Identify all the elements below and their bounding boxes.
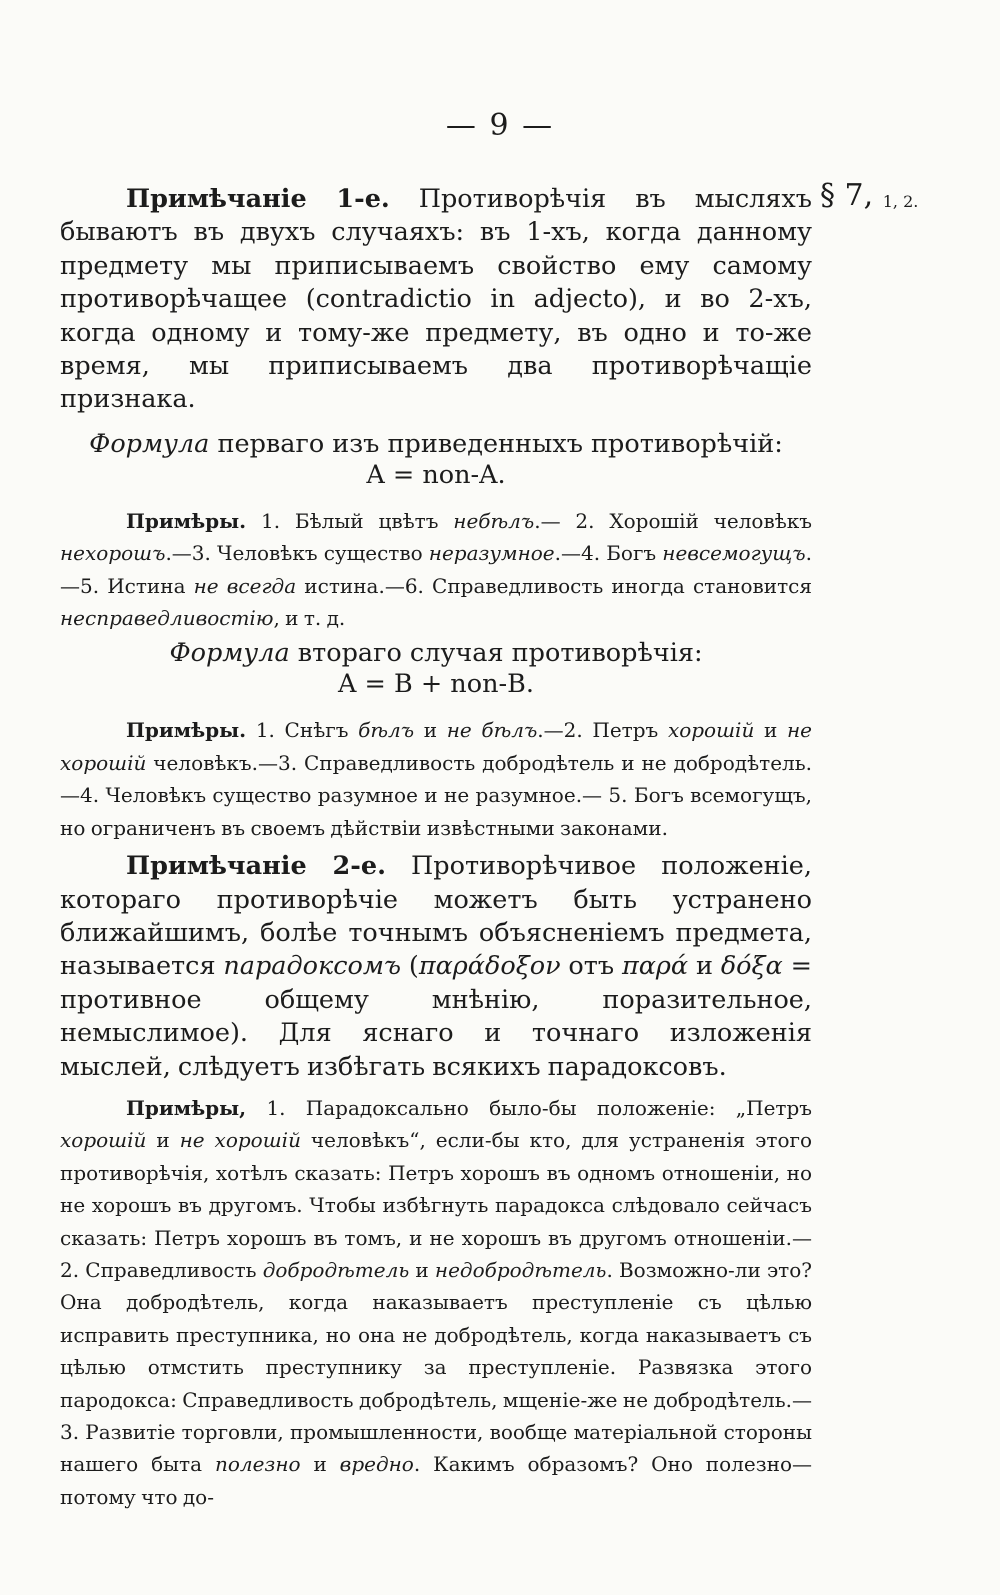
formula-1-title: [60, 429, 812, 460]
examples-2-part: .—2. Петръ: [537, 718, 668, 743]
section-reference-sub: 1, 2.: [882, 192, 919, 211]
main-text-column: [60, 183, 812, 1513]
note-2-part: = противное общему мнѣнію, поразительное, немыслимое). Для яснаго и точнаго изложенія мыслей, слѣдуетъ избѣгать всякихъ парадоксовъ.: [60, 951, 812, 1082]
examples-1-part: 1. Бѣлый цвѣтъ: [261, 508, 454, 533]
examples-3-part: и: [409, 1257, 435, 1282]
examples-3-part: и: [146, 1128, 180, 1153]
note-2-part: и: [688, 951, 721, 982]
examples-1-part: истина.—6. Справедливость иногда становится: [296, 573, 812, 598]
note-1-label: Примѣчаніе 1-е.: [126, 184, 390, 214]
examples-1-italic: нехорошъ: [60, 541, 166, 566]
examples-1-part: .—5. Истина: [60, 541, 812, 598]
note-1: [60, 183, 812, 417]
examples-1-italic: небѣлъ: [453, 508, 535, 533]
examples-3-part: . Возможно-ли это? Она добродѣтель, когда наказываетъ преступленіе съ цѣлью исправить преступника, но она не добродѣтель, когда наказываетъ съ цѣлью отмстить преступнику за преступленіе. Развязка этого пародокса: Справедливость добродѣтель, мщеніе-же не добродѣтель.—3. Развитіе торговли, промышленности, вообще матеріальной стороны нашего быта: [60, 1257, 812, 1477]
examples-1-italic: неразумное: [428, 541, 555, 566]
examples-1: [60, 505, 812, 635]
section-reference: [820, 178, 918, 213]
examples-1-italic: не всегда: [193, 573, 297, 598]
examples-2-label: Примѣры.: [126, 718, 247, 743]
examples-3-part: . Какимъ образомъ? Оно полезно—потому что до-: [60, 1452, 812, 1509]
examples-2-italic: хорошій: [667, 718, 755, 743]
examples-3-italic: не хорошій: [179, 1128, 301, 1153]
examples-2-part: и: [754, 718, 787, 743]
examples-1-italic: несправедливостію: [60, 606, 274, 631]
examples-1-part: , и т. д.: [273, 606, 346, 631]
examples-3-italic: добродѣтель: [262, 1257, 410, 1282]
examples-1-part: .— 2. Хорошій человѣкъ: [534, 508, 812, 533]
note-2-italic: παράδοξον: [418, 951, 561, 982]
page-number: — 9 —: [445, 108, 555, 143]
note-2-part: Противорѣчивое положеніе, котораго противорѣчіе можетъ быть устранено ближайшимъ, болѣе точнымъ объясненіемъ предмета, называется: [60, 851, 813, 982]
note-1-text: Противорѣчія въ мысляхъ бываютъ въ двухъ случаяхъ: въ 1-хъ, когда данному предмету мы приписываемъ свойство ему самому противорѣчащее (contradictio in adjecto), и во 2-хъ, когда одному и тому-же предмету, въ одно и то-же время, мы приписываемъ два противорѣчащіе признака.: [60, 184, 812, 415]
note-2-italic: парадоксомъ: [223, 951, 402, 982]
note-2-label: Примѣчаніе 2-е.: [126, 851, 386, 882]
note-2-italic: δόξα: [720, 951, 783, 982]
formula-1-text: перваго изъ приведенныхъ противорѣчій:: [217, 428, 783, 459]
examples-2-italic: бѣлъ: [358, 718, 415, 743]
formula-2-word: Формула: [169, 638, 290, 669]
examples-3-part: человѣкъ“, если-бы кто, для устраненія этого противорѣчія, хотѣлъ сказать: Петръ хорошъ въ одномъ отношеніи, но не хорошъ въ другомъ. Чтобы избѣгнуть парадокса слѣдовало сейчасъ сказать: Петръ хорошъ въ томъ, и не хорошъ въ другомъ отношеніи.—2. Справедливость: [60, 1128, 813, 1282]
examples-2-part: и: [414, 718, 447, 743]
examples-3-italic: полезно: [214, 1452, 301, 1477]
examples-2-italic: не бѣлъ: [446, 718, 538, 743]
examples-3: [60, 1092, 812, 1513]
examples-3-part: 1. Парадоксально было-бы положеніе: „Петръ: [266, 1095, 813, 1120]
note-2-part: отъ: [560, 951, 622, 982]
examples-2-part: человѣкъ.—3. Справедливость добродѣтель и не добродѣтель.—4. Человѣкъ существо разумное и не разумное.— 5. Богъ всемогущъ, но ограниченъ въ своемъ дѣйствіи извѣстными законами.: [60, 750, 812, 840]
formula-1-word: Формула: [89, 428, 210, 459]
examples-1-part: .—3. Человѣкъ существо: [165, 541, 429, 566]
examples-2: [60, 714, 812, 844]
section-reference-main: § 7,: [820, 178, 874, 213]
note-2-italic: παρά: [621, 951, 689, 982]
formula-2-expression: A = B + non-B.: [338, 669, 534, 700]
examples-3-part: и: [300, 1452, 340, 1477]
examples-1-italic: невсемогущъ: [662, 541, 806, 566]
note-2: [60, 850, 812, 1084]
formula-1-expression: A = non-A.: [366, 459, 506, 490]
examples-3-italic: недобродѣтель: [434, 1257, 607, 1282]
examples-3-italic: хорошій: [60, 1128, 147, 1153]
examples-3-label: Примѣры,: [126, 1095, 247, 1120]
examples-2-part: 1. Снѣгъ: [255, 718, 359, 743]
examples-2-italic: не хорошій: [60, 718, 812, 775]
examples-1-part: .—4. Богъ: [554, 541, 663, 566]
note-2-part: (: [401, 951, 419, 982]
examples-3-italic: вредно: [339, 1452, 414, 1477]
formula-2-text: втораго случая противорѣчія:: [297, 638, 703, 669]
formula-2-title: [60, 638, 812, 669]
examples-1-label: Примѣры.: [126, 508, 247, 533]
